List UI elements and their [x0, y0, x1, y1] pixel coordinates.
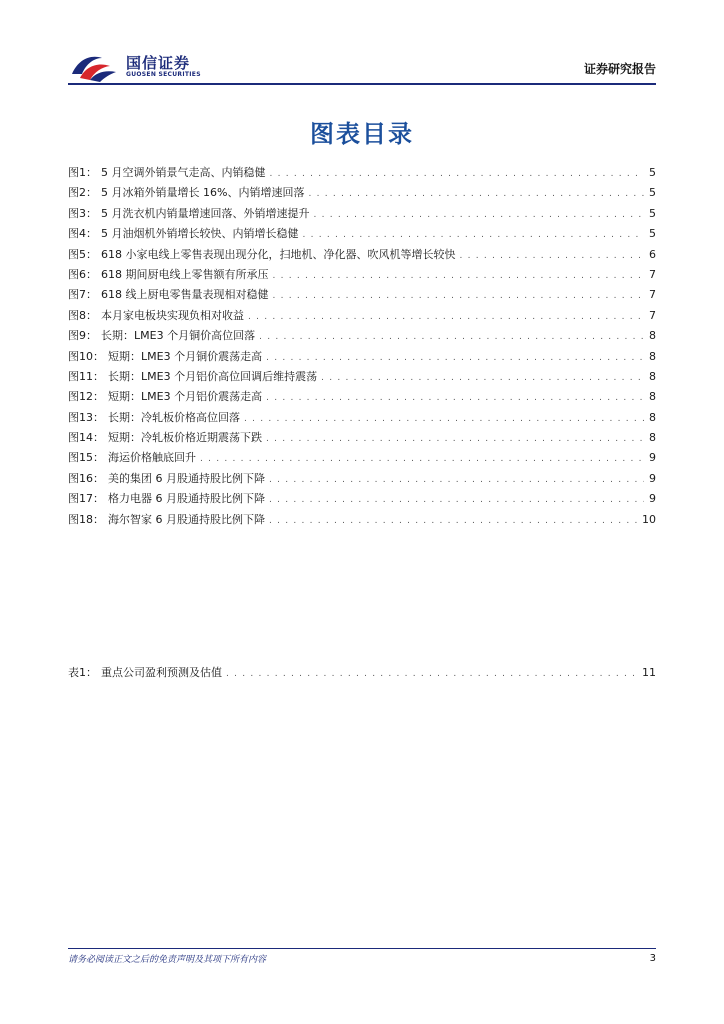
toc-entry-page: 5 [649, 186, 656, 200]
toc-leader-dots [303, 225, 645, 245]
toc-entry-label: 图11： [68, 369, 104, 383]
toc-leader-dots [269, 490, 644, 510]
toc-entry-page: 8 [649, 431, 656, 445]
toc-entry-title: 海尔智家 6 月股通持股比例下降 [108, 512, 265, 526]
toc-entry[interactable] [68, 204, 656, 224]
toc-leader-dots [460, 246, 645, 266]
toc-leader-dots [266, 429, 644, 449]
toc-entry-title: 重点公司盈利预测及估值 [101, 666, 222, 679]
toc-entry-label: 图13： [68, 410, 104, 424]
report-type-label: 证券研究报告 [583, 62, 656, 76]
logo-chinese-name: 国信证券 [126, 54, 191, 72]
toc-entry-label: 图10： [68, 349, 104, 363]
toc-entry-label: 图12： [68, 390, 104, 404]
toc-entry-title: 短期：LME3 个月铜价震荡走高 [108, 349, 263, 363]
toc-entry-page: 9 [649, 451, 656, 465]
toc-entry-title: 5 月空调外销景气走高、内销稳健 [101, 166, 266, 179]
toc-leader-dots [314, 205, 645, 225]
toc-entry-page: 11 [642, 666, 656, 679]
toc-leader-dots [308, 184, 644, 204]
toc-entry-title: 美的集团 6 月股通持股比例下降 [108, 471, 265, 485]
toc-entry-page: 10 [642, 512, 656, 526]
toc-entry-label: 表1： [68, 666, 97, 679]
guosen-logo-icon [68, 52, 120, 82]
toc-entry-title: 海运价格触底回升 [108, 451, 196, 465]
toc-entry[interactable] [68, 183, 656, 203]
toc-entry-page: 5 [649, 166, 656, 179]
toc-entry[interactable] [68, 510, 656, 530]
toc-entry-page: 5 [649, 206, 656, 220]
toc-entry-page: 8 [649, 390, 656, 404]
toc-entry[interactable] [68, 326, 656, 346]
toc-entry-label: 图8： [68, 308, 97, 322]
toc-leader-dots [269, 470, 644, 490]
toc-entry[interactable] [68, 489, 656, 509]
toc-entry-page: 9 [649, 471, 656, 485]
header-divider [68, 83, 656, 85]
toc-entry-page: 7 [649, 288, 656, 302]
toc-entry-page: 9 [649, 492, 656, 506]
toc-entry[interactable] [68, 663, 656, 683]
toc-entry[interactable] [68, 387, 656, 407]
toc-entry-title: 本月家电板块实现负相对收益 [101, 308, 244, 322]
toc-entry-label: 图9： [68, 329, 97, 343]
toc-entry-title: 5 月油烟机外销增长较快、内销增长稳健 [101, 227, 299, 241]
toc-entry[interactable] [68, 224, 656, 244]
toc-entry-label: 图18： [68, 512, 104, 526]
toc-entry-page: 8 [649, 349, 656, 363]
toc-entry-title: 短期：LME3 个月铝价震荡走高 [108, 390, 263, 404]
toc-entry-title: 长期：LME3 个月铜价高位回落 [101, 329, 256, 343]
toc-entry-page: 8 [649, 369, 656, 383]
toc-entry-title: 618 期间厨电线上零售额有所承压 [101, 267, 269, 281]
toc-leader-dots [266, 348, 644, 368]
toc-entry[interactable] [68, 306, 656, 326]
toc-entry-label: 图14： [68, 431, 104, 445]
toc-entry-label: 图16： [68, 471, 104, 485]
toc-entry-page: 7 [649, 308, 656, 322]
toc-leader-dots [321, 368, 644, 388]
toc-entry-label: 图5： [68, 247, 97, 261]
guosen-logo [68, 50, 208, 84]
toc-entry-title: 618 小家电线上零售表现出现分化，扫地机、净化器、吹风机等增长较快 [101, 247, 456, 261]
toc-entry-page: 5 [649, 227, 656, 241]
toc-leader-dots [273, 266, 645, 286]
toc-entry-title: 5 月洗衣机内销量增速回落、外销增速提升 [101, 206, 310, 220]
toc-entry-page: 8 [649, 410, 656, 424]
toc-leader-dots [266, 388, 644, 408]
toc-entry-title: 618 线上厨电零售量表现相对稳健 [101, 288, 269, 302]
toc-entry-page: 6 [649, 247, 656, 261]
toc-leader-dots [269, 511, 638, 531]
toc-entry-page: 7 [649, 267, 656, 281]
toc-entry-label: 图1： [68, 166, 97, 179]
toc-leader-dots [270, 164, 645, 184]
toc-entry-label: 图4： [68, 227, 97, 241]
logo-english-name: GUOSEN SECURITIES [126, 71, 201, 78]
toc-entry-label: 图6： [68, 267, 97, 281]
toc-leader-dots [200, 449, 644, 469]
toc-entry-label: 图17： [68, 492, 104, 506]
toc-entry[interactable] [68, 245, 656, 265]
toc-entry[interactable] [68, 367, 656, 387]
toc-entry-label: 图2： [68, 186, 97, 200]
toc-leader-dots [273, 286, 645, 306]
page-title: 图表目录 [310, 120, 414, 148]
toc-entry[interactable] [68, 347, 656, 367]
toc-entry-label: 图15： [68, 451, 104, 465]
toc-entry-label: 图7： [68, 288, 97, 302]
page-number: 3 [649, 953, 656, 964]
footer-divider [68, 948, 656, 949]
toc-entry[interactable] [68, 469, 656, 489]
toc-entry-title: 5 月冰箱外销量增长 16%、内销增速回落 [101, 186, 305, 200]
table-index [68, 663, 656, 683]
toc-leader-dots [226, 664, 638, 684]
toc-entry[interactable] [68, 163, 656, 183]
disclaimer-note: 请务必阅读正文之后的免责声明及其项下所有内容 [68, 955, 267, 965]
toc-entry[interactable] [68, 285, 656, 305]
toc-entry-title: 长期：冷轧板价格高位回落 [108, 410, 240, 424]
toc-entry-title: 格力电器 6 月股通持股比例下降 [108, 492, 265, 506]
toc-entry-title: 长期：LME3 个月铝价高位回调后维持震荡 [108, 369, 318, 383]
toc-entry-page: 8 [649, 329, 656, 343]
toc-leader-dots [259, 327, 644, 347]
toc-entry[interactable] [68, 408, 656, 428]
toc-leader-dots [244, 409, 644, 429]
toc-entry[interactable] [68, 428, 656, 448]
toc-entry-label: 图3： [68, 206, 97, 220]
toc-leader-dots [248, 307, 644, 327]
toc-entry[interactable] [68, 265, 656, 285]
toc-entry[interactable] [68, 448, 656, 468]
figure-index [68, 163, 656, 530]
page-header [68, 50, 656, 84]
toc-entry-title: 短期：冷轧板价格近期震荡下跌 [108, 431, 262, 445]
